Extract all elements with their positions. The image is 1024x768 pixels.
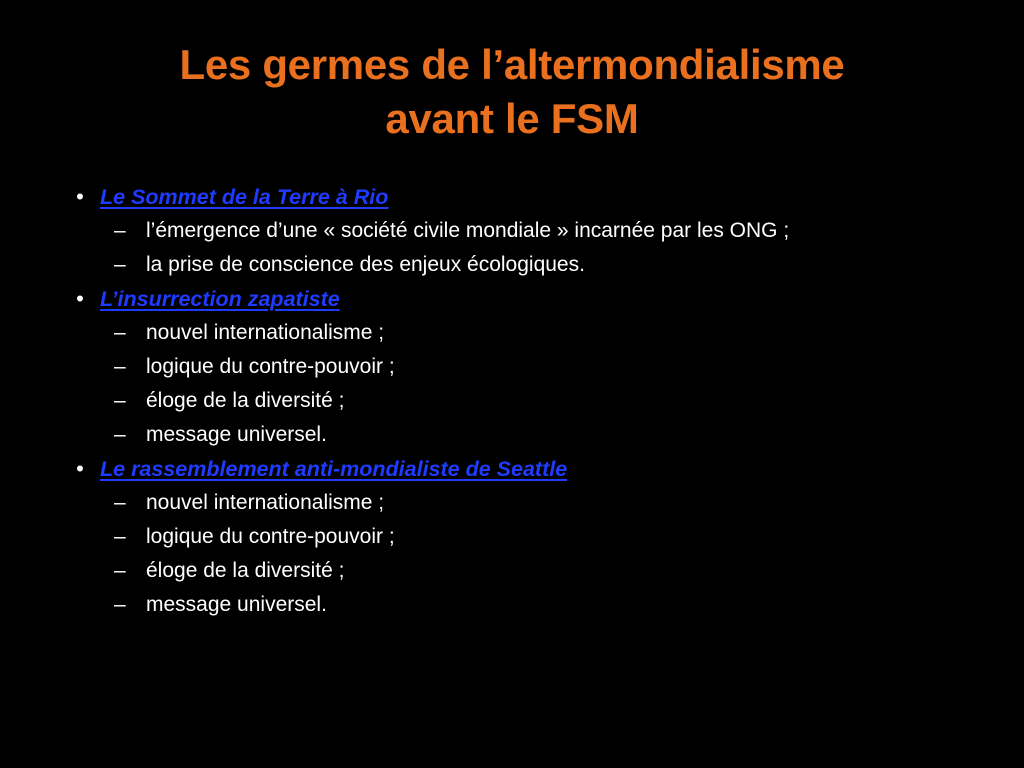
dash-icon: –: [114, 559, 126, 582]
list-item-text: logique du contre-pouvoir ;: [146, 355, 395, 378]
dash-icon: –: [114, 593, 126, 616]
list-item: [60, 554, 980, 588]
link-rassemblement-seattle[interactable]: Le rassemblement anti-mondialiste de Seattle: [100, 457, 568, 481]
bullet-list: [60, 180, 980, 622]
bullet-icon: •: [76, 184, 84, 209]
list-item: [60, 350, 980, 384]
title-line-1: Les germes de l’altermondialisme: [179, 41, 845, 88]
dash-icon: –: [114, 525, 126, 548]
list-item-text: éloge de la diversité ;: [146, 389, 345, 412]
list-item-text: l’émergence d’une « société civile mondiale » incarnée par les ONG ;: [146, 219, 790, 242]
list-item-text: message universel.: [146, 423, 327, 446]
list-item-text: nouvel internationalisme ;: [146, 321, 385, 344]
dash-icon: –: [114, 423, 126, 446]
dash-icon: –: [114, 389, 126, 412]
section-heading-zapatiste: [60, 282, 980, 316]
list-item: [60, 486, 980, 520]
list-item-text: la prise de conscience des enjeux écologiques.: [146, 253, 585, 276]
bullet-icon: •: [76, 286, 84, 311]
title-line-2: avant le FSM: [385, 95, 639, 142]
dash-icon: –: [114, 491, 126, 514]
list-item: [60, 384, 980, 418]
dash-icon: –: [114, 253, 126, 276]
link-sommet-terre-rio[interactable]: Le Sommet de la Terre à Rio: [100, 185, 389, 209]
list-item-text: logique du contre-pouvoir ;: [146, 525, 395, 548]
slide-title: [0, 38, 1024, 146]
bullet-icon: •: [76, 456, 84, 481]
dash-icon: –: [114, 321, 126, 344]
section-heading-seattle: [60, 452, 980, 486]
dash-icon: –: [114, 355, 126, 378]
list-item-text: message universel.: [146, 593, 327, 616]
list-item: [60, 418, 980, 452]
list-item: [60, 316, 980, 350]
link-insurrection-zapatiste[interactable]: L’insurrection zapatiste: [100, 287, 340, 311]
list-item: [60, 214, 980, 248]
dash-icon: –: [114, 219, 126, 242]
list-item: [60, 588, 980, 622]
list-item-text: nouvel internationalisme ;: [146, 491, 385, 514]
list-item-text: éloge de la diversité ;: [146, 559, 345, 582]
list-item: [60, 248, 980, 282]
list-item: [60, 520, 980, 554]
section-heading-rio: [60, 180, 980, 214]
